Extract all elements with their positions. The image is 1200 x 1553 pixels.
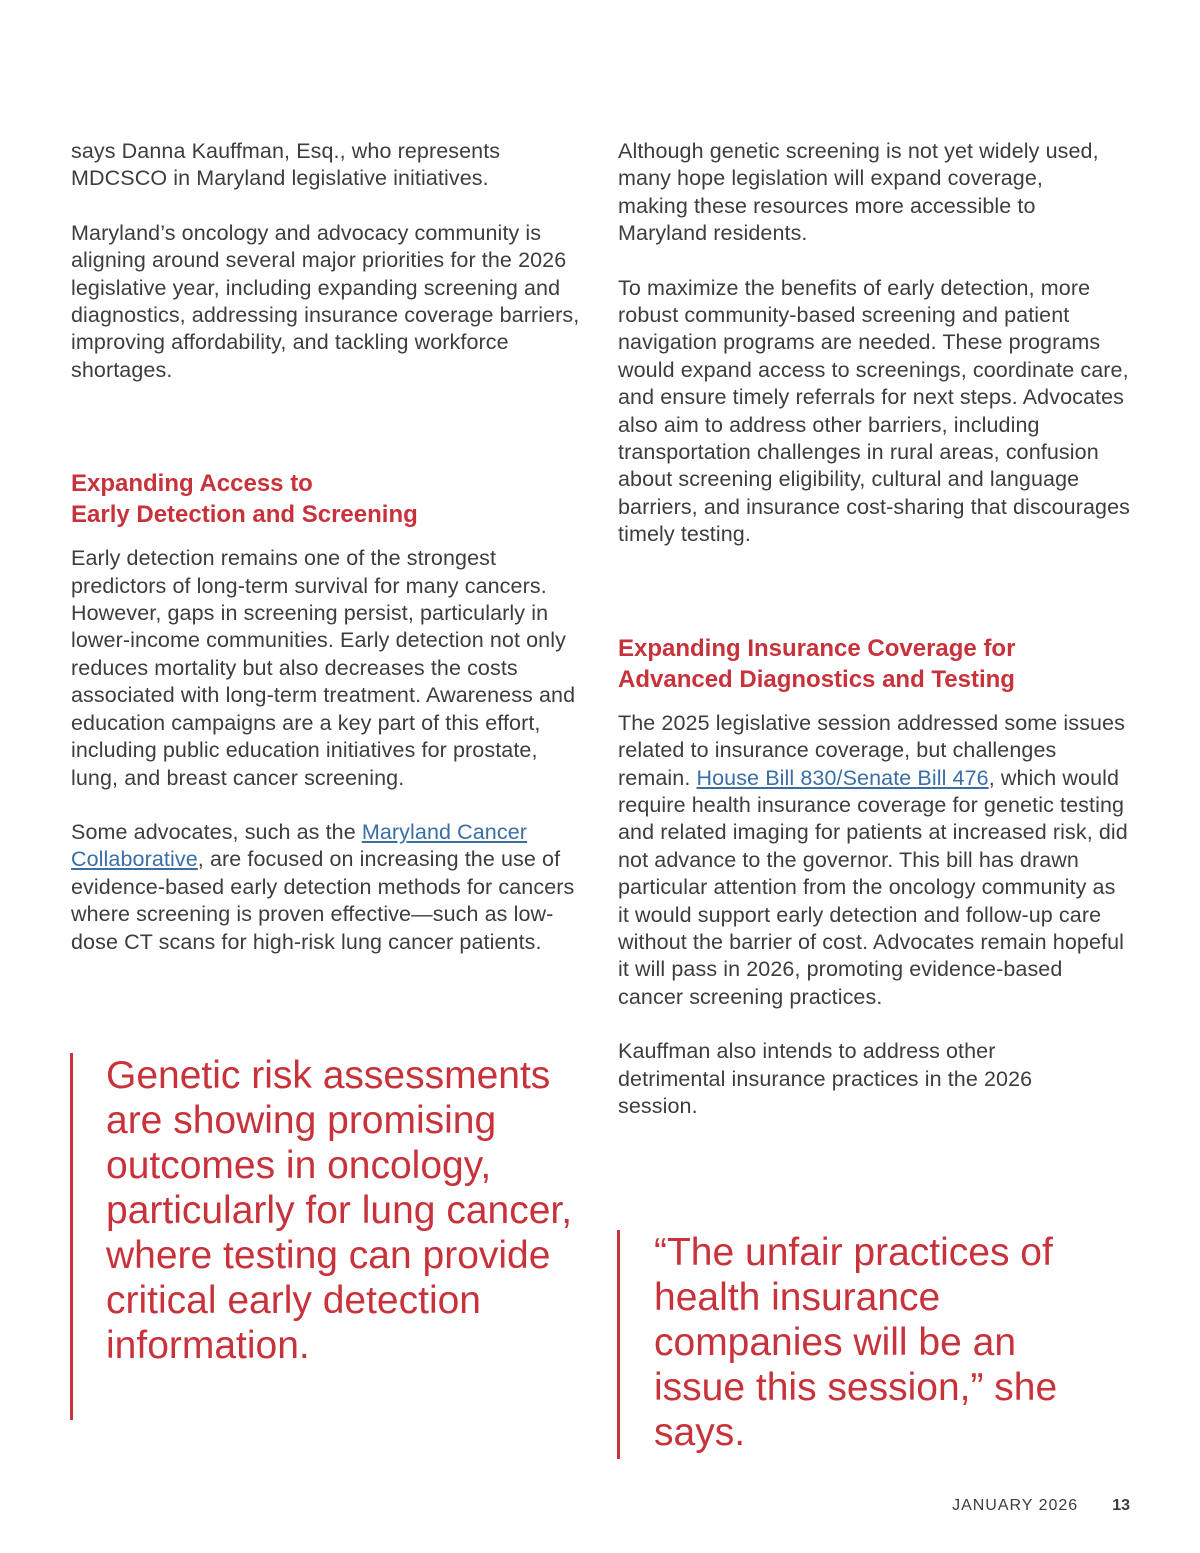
priorities-paragraph: Maryland’s oncology and advocacy community is aligning around several major priorities for the 2026 legislative year, including expanding screening and diagnostics, addressing insurance coverage barriers, improving affordability, and tackling workforce shortages. bbox=[71, 220, 580, 382]
kauffman-paragraph: Kauffman also intends to address other detrimental insurance practices in the 2026 session. bbox=[618, 1039, 1033, 1118]
early-detection-paragraph: Early detection remains one of the strongest predictors of long-term survival for many cancers. However, gaps in screening persist, particularly in lower-income communities. Early detection not only reduces mortality but also decreases the costs associated with long-term treatment. Awareness and education campaigns are a key part of this effort, including public education initiatives for prostate, lung, and breast cancer screening. bbox=[71, 546, 576, 790]
intro-paragraph: says Danna Kauffman, Esq., who represents MDCSCO in Maryland legislative initiatives. bbox=[71, 139, 501, 191]
right-column bbox=[618, 138, 1148, 1120]
left-column bbox=[71, 138, 591, 956]
section-heading-early-detection bbox=[71, 468, 591, 530]
insurance-text-before: The 2025 legislative session addressed some issues related to insurance coverage, but challenges remain. bbox=[618, 710, 1125, 790]
advocates-text-before: Some advocates, such as the bbox=[71, 819, 362, 844]
genetic-screening-paragraph: Although genetic screening is not yet widely used, many hope legislation will expand coverage, making these resources more accessible to Maryland residents. bbox=[618, 139, 1099, 246]
insurance-text-after: , which would require health insurance coverage for genetic testing and related imaging for patients at increased risk, did not advance to the governor. This bill has drawn particular attention from the oncology community as it would support early detection and follow-up care without the barrier of cost. Advocates remain hopeful it will pass in 2026, promoting evidence-based cancer screening practices. bbox=[618, 765, 1128, 1009]
maryland-cancer-collaborative-link[interactable]: Maryland Cancer Collaborative bbox=[71, 819, 528, 872]
advocates-text-after: , are focused on increasing the use of evidence-based early detection methods for cancers where screening is proven effective—such as low-dose CT scans for high-risk lung cancer patients. bbox=[71, 847, 575, 954]
insurance-paragraph bbox=[618, 710, 1128, 1011]
pull-quote-text: “The unfair practices of health insurance companies will be an issue this session,” she says. bbox=[654, 1231, 1058, 1454]
pull-quote-genetic-risk bbox=[70, 1053, 593, 1420]
heading-line: Expanding Access to bbox=[71, 470, 313, 498]
pull-quote-unfair-practices bbox=[617, 1230, 1120, 1459]
section-heading-insurance-coverage bbox=[618, 633, 1148, 695]
community-screening-paragraph: To maximize the benefits of early detection, more robust community-based screening and patient navigation programs are needed. These programs would expand access to screenings, coordinate care, and ensure timely referrals for next steps. Advocates also aim to address other barriers, including transportation challenges in rural areas, confusion about screening eligibility, cultural and language barriers, and insurance cost-sharing that discourages timely testing. bbox=[618, 275, 1131, 547]
heading-line: Advanced Diagnostics and Testing bbox=[618, 665, 1015, 693]
house-bill-830-link[interactable]: House Bill 830/Senate Bill 476 bbox=[696, 765, 989, 790]
page-footer bbox=[952, 1497, 1130, 1515]
heading-line: Early Detection and Screening bbox=[71, 501, 418, 529]
heading-line: Expanding Insurance Coverage for bbox=[618, 634, 1016, 662]
pull-quote-text: Genetic risk assessments are showing promising outcomes in oncology, particularly for lung cancer, where testing can provide critical early detection information. bbox=[106, 1054, 573, 1367]
issue-date: JANUARY 2026 bbox=[952, 1497, 1079, 1514]
advocates-paragraph bbox=[71, 819, 586, 956]
page-number: 13 bbox=[1112, 1497, 1130, 1514]
